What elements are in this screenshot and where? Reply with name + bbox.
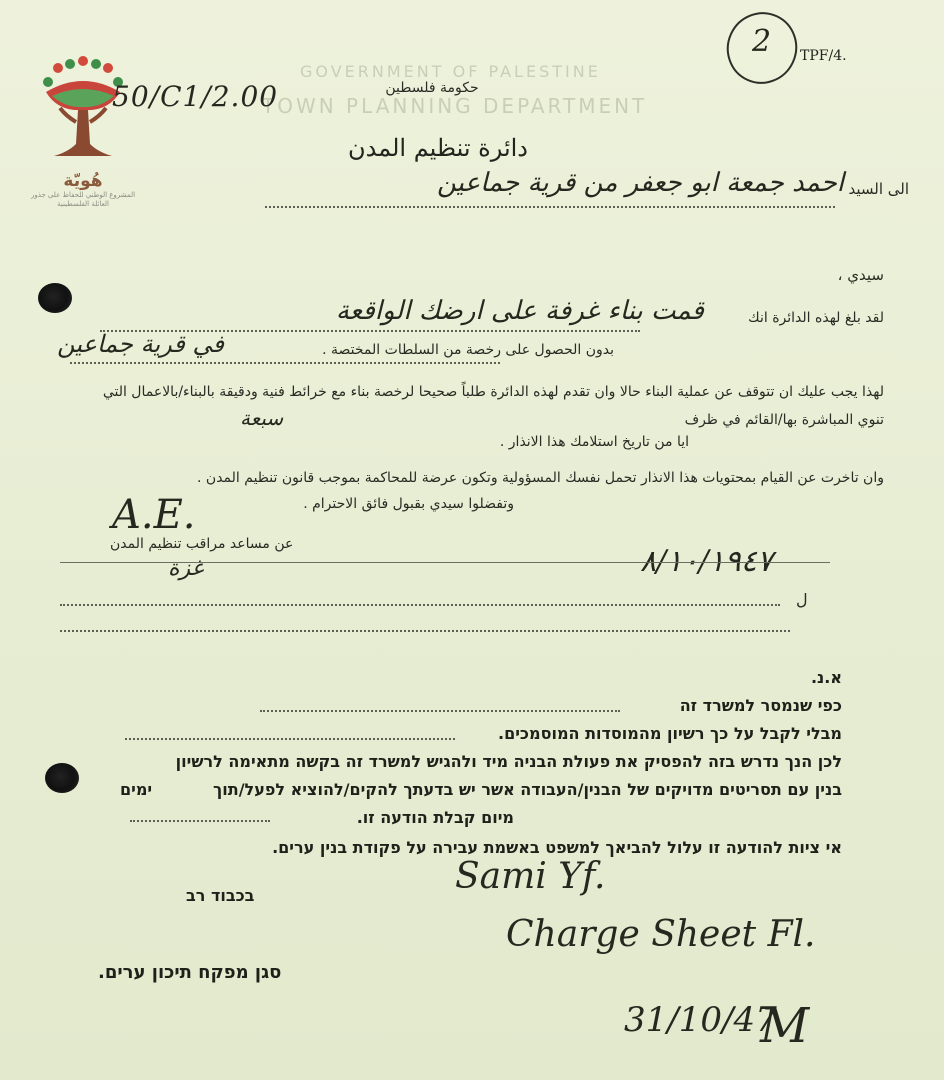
salutation: سيدي ، bbox=[837, 266, 884, 284]
hebrew-p3-line2b: ימים bbox=[120, 780, 153, 799]
hebrew-p1: כפי שנמסר למשרד זה bbox=[679, 696, 842, 715]
p2-text: لهذا يجب عليك ان تتوقف عن عملية البناء حالا وان تقدم لهذه الدائرة طلباً صحيحا لرخصة بناء مع خرائط فنية ودقيقة بالبناء/بالاعمال التي تنوي المباشرة بها/القائم في ظرف bbox=[102, 384, 884, 428]
hebrew-p4: אי ציות להודעה זו עלול להביאך למשפט באשמת עבירה על פקודת בנין ערים. bbox=[272, 838, 842, 857]
arabic-signature: A.E. bbox=[112, 492, 196, 538]
hebrew-addressee: א.נ. bbox=[810, 668, 842, 687]
p1-start: لقد بلغ لهذه الدائرة انك bbox=[748, 310, 884, 326]
annotation-charge-sheet: Charge Sheet Fl. bbox=[506, 914, 816, 955]
hebrew-p3-line1: לכן הנך נדרש בזה להפסיק את פעולת הבניה מיד ולהגיש למשרד זה בקשה מתאימה לרשיון bbox=[175, 752, 842, 771]
logo-tagline: المشروع الوطني للحفاظ على جذور العائلة الفلسطينية bbox=[30, 191, 136, 208]
signer-place: غزة bbox=[168, 556, 204, 581]
hebrew-p3-line3: מיום קבלת הודעה זו. bbox=[356, 808, 514, 827]
logo-name: هُويّة bbox=[63, 171, 103, 191]
p1-line2-handwritten: في قرية جماعين bbox=[57, 330, 224, 358]
date-handwritten: ٨/١٠/١٩٤٧ bbox=[640, 544, 774, 579]
p3-text: وان تاخرت عن القيام بمحتويات هذا الانذار تحمل نفسك المسؤولية وتكون عرضة للمحاكمة بموجب قانون تنظيم المدن . bbox=[197, 470, 884, 486]
hebrew-p3-line2: בנין עם תסריטים מדויקים של הבנין/העבודה אשר יש בדעתך להקים/להוציא לפעל/תוך bbox=[213, 780, 842, 799]
to-name: احمد جمعة ابو جعفر من قرية جماعين bbox=[437, 168, 844, 198]
department-title: دائرة تنظيم المدن bbox=[347, 134, 528, 162]
signer-title: عن مساعد مراقب تنظيم المدن bbox=[110, 536, 294, 552]
form-code: TPF/4. bbox=[800, 48, 847, 64]
circled-number bbox=[722, 6, 802, 86]
hebrew-p2: מבלי לקבל על כך רשיון מהמוסדות המוסמכים. bbox=[498, 724, 842, 743]
punch-hole-top bbox=[38, 283, 72, 313]
p1-end: بدون الحصول على رخصة من السلطات المختصة . bbox=[322, 342, 614, 358]
circled-number-value: 2 bbox=[752, 24, 772, 59]
logo bbox=[30, 52, 136, 222]
hebrew-line-1 bbox=[260, 710, 620, 712]
ghost-header-line2: TOWN PLANNING DEPARTMENT bbox=[262, 94, 648, 118]
punch-hole-bottom bbox=[45, 763, 79, 793]
hebrew-regards: בכבוד רב bbox=[186, 886, 255, 905]
government-title: حكومة فلسطين bbox=[385, 80, 479, 96]
closing-text: وتفضلوا سيدي بقبول فائق الاحترام . bbox=[303, 496, 514, 512]
annotation-date: 31/10/47 bbox=[624, 1000, 777, 1040]
p1-line2 bbox=[70, 362, 500, 364]
ghost-header-line1: GOVERNMENT OF PALESTINE bbox=[300, 62, 601, 81]
hebrew-line-2 bbox=[125, 738, 455, 740]
p2-handwritten: سبعة bbox=[240, 406, 284, 430]
p2-end: ايا من تاريخ استلامك هذا الانذار . bbox=[499, 434, 689, 450]
hebrew-line-3 bbox=[130, 820, 270, 822]
blank-line-2 bbox=[60, 630, 790, 632]
date-rule bbox=[60, 562, 830, 563]
blank-line-1 bbox=[60, 604, 780, 606]
handwritten-reference: 50/C1/2.00 bbox=[112, 80, 279, 113]
annotation-sami: Sami Yf. bbox=[455, 856, 606, 897]
p1-handwritten: قمت بناء غرفة على ارضك الواقعة bbox=[335, 296, 704, 326]
hebrew-signer: סגן מפקח תיכון ערים. bbox=[98, 962, 282, 983]
to-label: الى السيد bbox=[848, 180, 909, 198]
annotation-initials: M bbox=[760, 998, 810, 1054]
to-line bbox=[265, 206, 835, 208]
to-short: ل bbox=[796, 590, 808, 609]
